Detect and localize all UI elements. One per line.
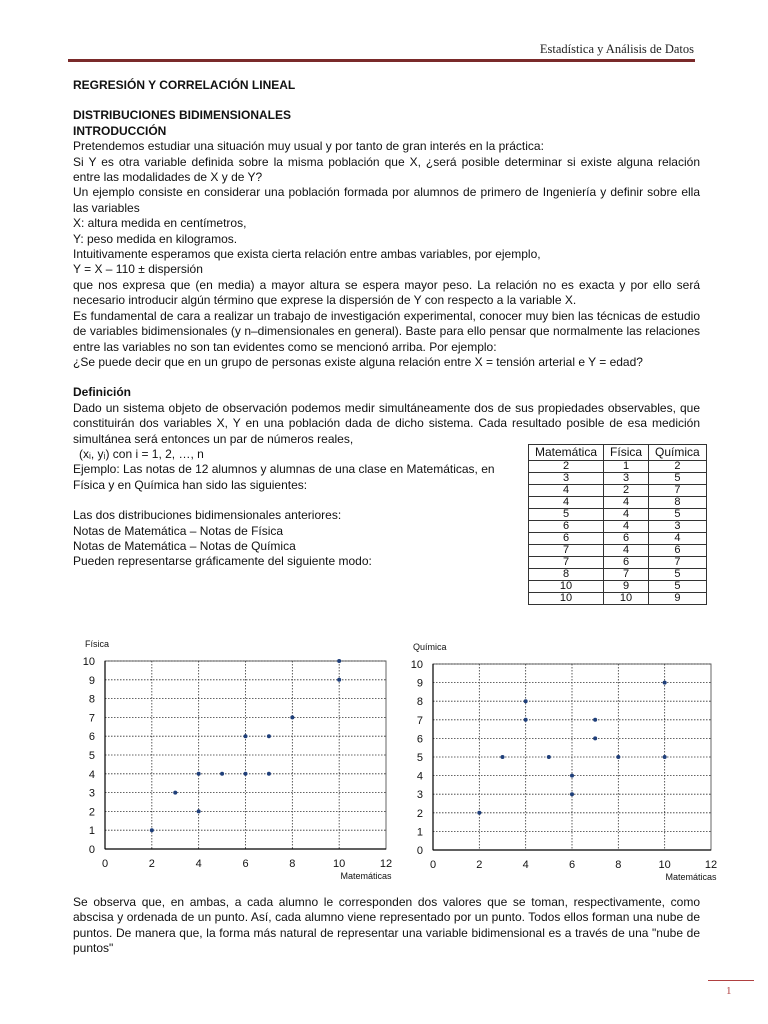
table-cell: 10 [604, 593, 649, 605]
table-cell: 5 [649, 509, 707, 521]
document-title: REGRESIÓN Y CORRELACIÓN LINEAL [73, 78, 296, 92]
y-tick-label: 8 [88, 693, 95, 706]
data-point [570, 774, 574, 778]
distributions-intro: Las dos distribuciones bidimensionales anteriores: [73, 508, 342, 523]
data-point [524, 718, 528, 722]
table-cell: 4 [529, 485, 604, 497]
table-cell: 8 [649, 497, 707, 509]
data-point [244, 772, 248, 776]
data-point [501, 755, 505, 759]
data-point [197, 809, 201, 813]
example-paragraph: Ejemplo: Las notas de 12 alumnos y alumnas de una clase en Matemáticas, en Física y en Química han sido las siguientes: [73, 462, 495, 492]
section-heading: DISTRIBUCIONES BIDIMENSIONALES [73, 108, 292, 123]
table-cell: 6 [604, 557, 649, 569]
x-axis-label: Matemáticas [340, 871, 392, 881]
y-tick-label: 1 [88, 825, 95, 838]
data-point [173, 791, 177, 795]
table-cell: 2 [529, 461, 604, 473]
y-tick-label: 8 [416, 696, 423, 709]
data-point [547, 755, 551, 759]
table-cell: 3 [649, 521, 707, 533]
definition-paragraph: Dado un sistema objeto de observación podemos medir simultáneamente dos de sus propiedades observables, que constituirán dos variables X, Y en una población dada de dicho sistema. Cada resultado posible de esa medición simultánea será entonces un par de números reales, [73, 400, 700, 446]
x-tick-label: 0 [101, 858, 109, 870]
intro-paragraph: Un ejemplo consiste en considerar una población formada por alumnos de primero de Ingeniería y definir sobre ella las variables [73, 185, 700, 215]
data-point [197, 772, 201, 776]
y-tick-label: 4 [416, 770, 423, 783]
table-cell: 7 [649, 485, 707, 497]
x-tick-label: 4 [195, 858, 202, 870]
intro-paragraph: Pretendemos estudiar una situación muy usual y por tanto de gran interés en la práctica: [73, 139, 544, 154]
intro-formula: Y = X – 110 ± dispersión [73, 262, 203, 277]
pairs-notation: (xᵢ, yᵢ) con i = 1, 2, …, n [79, 446, 204, 461]
data-point [337, 659, 341, 663]
y-tick-label: 5 [416, 752, 423, 764]
x-tick-label: 0 [429, 859, 437, 871]
data-point [616, 755, 620, 759]
table-cell: 7 [649, 557, 707, 569]
intro-heading: INTRODUCCIÓN [73, 123, 167, 138]
x-tick-label: 2 [476, 859, 483, 871]
table-cell: 4 [604, 497, 649, 509]
grades-table [528, 444, 707, 605]
table-cell: 7 [529, 545, 604, 557]
data-point [593, 736, 597, 740]
table-cell: 7 [529, 557, 604, 569]
x-tick-label: 10 [658, 859, 671, 871]
data-point [267, 772, 271, 776]
table-cell: 2 [649, 461, 707, 473]
table-row [529, 593, 707, 605]
x-axis-label: Matemáticas [665, 872, 717, 882]
x-tick-label: 12 [704, 859, 718, 871]
table-row [529, 569, 707, 581]
column-header: Matemática [529, 445, 604, 461]
column-header: Química [649, 445, 707, 461]
y-tick-label: 10 [410, 659, 423, 671]
table-cell: 4 [649, 533, 707, 545]
table-cell: 6 [529, 521, 604, 533]
table-cell: 1 [604, 461, 649, 473]
fisica-scatter-svg [78, 634, 398, 886]
intro-paragraph: que nos expresa que (en media) a mayor altura se espera mayor peso. La relación no es exacta y por ello será necesario introducir algún término que exprese la dispersión de Y con respecto a la variable X. [73, 277, 700, 308]
table-row [529, 545, 707, 557]
graph-intro: Pueden representarse gráficamente del siguiente modo: [73, 554, 372, 569]
intro-paragraph: ¿Se puede decir que en un grupo de personas existe alguna relación entre X = tensión arterial e Y = edad? [73, 354, 643, 369]
y-tick-label: 9 [416, 677, 423, 690]
y-tick-label: 3 [416, 789, 423, 802]
document-header-title: Estadística y Análisis de Datos [539, 42, 694, 56]
x-tick-label: 12 [379, 858, 393, 870]
table-cell: 5 [649, 581, 707, 593]
data-point [290, 715, 294, 719]
table-cell: 6 [529, 533, 604, 545]
table-cell: 6 [649, 545, 707, 557]
y-tick-label: 6 [416, 733, 423, 746]
intro-paragraph: Y: peso medida en kilogramos. [73, 231, 238, 246]
column-header: Física [604, 445, 649, 461]
table-cell: 4 [604, 509, 649, 521]
table-row [529, 497, 707, 509]
closing-paragraph: Se observa que, en ambas, a cada alumno le corresponden dos valores que se toman, respectivamente, como abscisa y ordenada de un punto. Así, cada alumno viene representado por un punto. Todos ellos forman una nube de puntos. De manera que, la forma más natural de representar una variable bidimensional es a través de una "nube de puntos" [73, 895, 700, 956]
table-cell: 4 [604, 545, 649, 557]
y-tick-label: 9 [88, 674, 95, 687]
data-point [663, 755, 667, 759]
y-tick-label: 6 [88, 731, 95, 744]
table-cell: 8 [529, 569, 604, 581]
y-tick-label: 7 [88, 712, 95, 725]
table-row [529, 509, 707, 521]
table-cell: 9 [649, 593, 707, 605]
table-cell: 2 [604, 485, 649, 497]
table-cell: 10 [529, 593, 604, 605]
data-point [267, 734, 271, 738]
table-cell: 5 [649, 473, 707, 485]
data-point [593, 718, 597, 722]
intro-paragraph: Intuitivamente esperamos que exista cierta relación entre ambas variables, por ejemplo, [73, 247, 541, 262]
intro-paragraph: Es fundamental de cara a realizar un trabajo de investigación experimental, conocer muy bien las técnicas de estudio de variables bidimensionales (y n–dimensionales en general). Baste para ello pensar que normalmente las relaciones entre las variables no son tan evidentes como se mencionó arriba. Por ejemplo: [73, 308, 700, 354]
y-tick-label: 1 [416, 826, 423, 839]
y-tick-label: 3 [88, 787, 95, 800]
table-row [529, 557, 707, 569]
table-cell: 7 [604, 569, 649, 581]
y-tick-label: 7 [416, 714, 423, 727]
table-cell: 3 [604, 473, 649, 485]
header-divider [68, 59, 695, 62]
intro-paragraph: X: altura medida en centímetros, [73, 216, 247, 231]
table-cell: 4 [604, 521, 649, 533]
table-row [529, 521, 707, 533]
table-cell: 3 [529, 473, 604, 485]
data-point [524, 699, 528, 703]
y-tick-label: 5 [88, 750, 95, 762]
data-point [663, 681, 667, 685]
y-axis-label: Física [85, 639, 110, 649]
x-tick-label: 4 [522, 859, 529, 871]
y-tick-label: 0 [88, 844, 95, 856]
intro-paragraph: Si Y es otra variable definida sobre la misma población que X, ¿será posible determinar si existe alguna relación entre las modalidades de X y de Y? [73, 154, 700, 185]
x-tick-label: 8 [615, 859, 622, 871]
table-row [529, 485, 707, 497]
table-row [529, 581, 707, 593]
y-tick-label: 0 [416, 845, 423, 857]
data-point [337, 678, 341, 682]
table-header-row [529, 445, 707, 461]
x-tick-label: 8 [289, 858, 296, 870]
y-tick-label: 2 [416, 807, 423, 820]
distribution-item: Notas de Matemática – Notas de Física [73, 523, 284, 538]
quimica-scatter-svg [400, 634, 725, 890]
page-number: 1 [726, 985, 732, 997]
table-cell: 5 [649, 569, 707, 581]
quimica-scatter-chart [400, 634, 725, 890]
definition-heading: Definición [73, 385, 132, 400]
x-tick-label: 6 [568, 859, 576, 871]
footer-divider [708, 980, 754, 981]
distribution-item: Notas de Matemática – Notas de Química [73, 538, 296, 553]
table-cell: 5 [529, 509, 604, 521]
x-tick-label: 10 [333, 858, 346, 870]
y-tick-label: 10 [82, 656, 95, 668]
y-tick-label: 4 [88, 768, 95, 781]
data-point [244, 734, 248, 738]
table-cell: 4 [529, 497, 604, 509]
table-cell: 9 [604, 581, 649, 593]
x-tick-label: 6 [242, 858, 249, 870]
data-point [570, 792, 574, 796]
y-axis-label: Química [413, 642, 447, 652]
table-row [529, 533, 707, 545]
table-row [529, 473, 707, 485]
y-tick-label: 2 [88, 806, 95, 819]
table-cell: 10 [529, 581, 604, 593]
data-point [150, 828, 154, 832]
table-row [529, 461, 707, 473]
data-point [477, 811, 481, 815]
x-tick-label: 2 [148, 858, 155, 870]
data-point [220, 772, 224, 776]
table-cell: 6 [604, 533, 649, 545]
fisica-scatter-chart [78, 634, 398, 886]
